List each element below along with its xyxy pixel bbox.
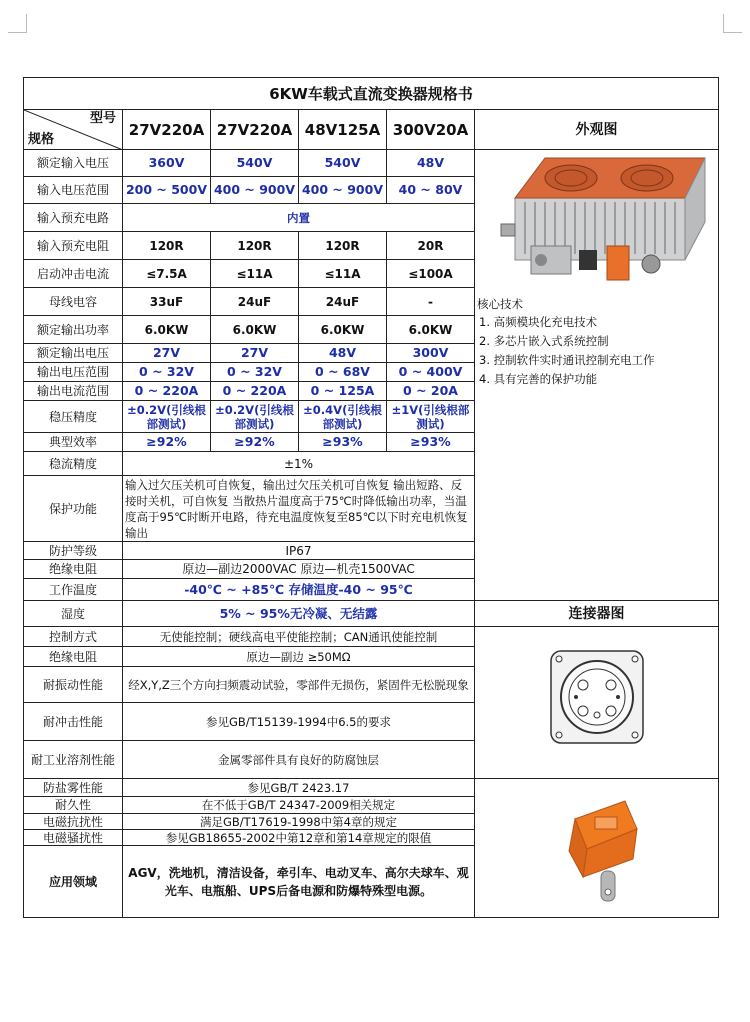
cell-value: 24uF	[299, 288, 387, 316]
cell-value: 0 ~ 220A	[211, 382, 299, 401]
cell-value: 40 ~ 80V	[387, 177, 475, 204]
appearance-title: 外观图	[475, 110, 719, 150]
cell-value: ≤11A	[299, 260, 387, 288]
cell-value: 540V	[299, 150, 387, 177]
cell-value: ±0.2V(引线根部测试)	[123, 401, 211, 433]
row-label: 电磁骚扰性	[24, 830, 123, 846]
appearance-panel	[475, 150, 719, 601]
cell-value-merged: 内置	[123, 204, 475, 232]
cell-value: ≤100A	[387, 260, 475, 288]
cell-value: 400 ~ 900V	[211, 177, 299, 204]
cell-value: 360V	[123, 150, 211, 177]
connector-drawing	[475, 631, 719, 771]
row-label: 启动冲击电流	[24, 260, 123, 288]
cell-value-merged: 满足GB/T17619-1998中第4章的规定	[123, 814, 475, 830]
cell-value: ±1V(引线根部测试)	[387, 401, 475, 433]
row-label: 耐工业溶剂性能	[24, 741, 123, 779]
cell-value: 6.0KW	[211, 316, 299, 344]
cell-value-merged: IP67	[123, 542, 475, 560]
row-label: 额定输入电压	[24, 150, 123, 177]
row-label: 额定输出电压	[24, 344, 123, 363]
core-tech-item: 4. 具有完善的保护功能	[479, 372, 598, 386]
core-tech-title: 核心技术	[477, 297, 523, 311]
cell-value-merged: 金属零部件具有良好的防腐蚀层	[123, 741, 475, 779]
cell-value-merged: 参见GB18655-2002中第12章和第14章规定的限值	[123, 830, 475, 846]
cell-value: ≥93%	[299, 433, 387, 452]
product-photo	[475, 150, 719, 290]
core-tech-item: 3. 控制软件实时通讯控制充电工作	[479, 353, 655, 367]
row-label: 防盐雾性能	[24, 779, 123, 797]
row-label: 典型效率	[24, 433, 123, 452]
row-label: 绝缘电阻	[24, 560, 123, 579]
cell-value: 6.0KW	[299, 316, 387, 344]
cell-value: 6.0KW	[387, 316, 475, 344]
spec-label: 规格	[28, 132, 55, 147]
cell-value: 0 ~ 20A	[387, 382, 475, 401]
cell-value: ≥93%	[387, 433, 475, 452]
row-label: 稳压精度	[24, 401, 123, 433]
cell-value: 27V	[211, 344, 299, 363]
cell-value: ≥92%	[123, 433, 211, 452]
cell-value: ±0.4V(引线根部测试)	[299, 401, 387, 433]
model-header: 300V20A	[387, 110, 475, 150]
crop-mark-left	[8, 14, 27, 33]
spec-table	[23, 77, 719, 918]
row-label: 控制方式	[24, 627, 123, 647]
row-label: 耐冲击性能	[24, 703, 123, 741]
cell-value: 120R	[123, 232, 211, 260]
row-label: 工作温度	[24, 579, 123, 601]
cell-value: ≤7.5A	[123, 260, 211, 288]
core-tech-item: 1. 高频模块化充电技术	[479, 315, 598, 329]
row-label: 耐久性	[24, 797, 123, 814]
model-label: 型号	[89, 111, 116, 126]
core-tech-item: 2. 多芯片嵌入式系统控制	[479, 334, 609, 348]
model-header: 27V220A	[123, 110, 211, 150]
cell-value: 0 ~ 32V	[211, 363, 299, 382]
row-label: 湿度	[24, 601, 123, 627]
cell-value: 0 ~ 32V	[123, 363, 211, 382]
cell-value-merged: 输入过欠压关机可自恢复，输出过欠压关机可自恢复 输出短路、反接时关机，可自恢复 当散热片温度高于75℃时降低输出功率，当温度高于95℃时断开电路，待充电温度恢复至85℃以下时充电机恢复输出	[123, 476, 475, 542]
header-diagonal-cell	[24, 110, 123, 150]
document-title: 6KW车载式直流变换器规格书	[24, 78, 719, 110]
cell-value: 540V	[211, 150, 299, 177]
cell-value-merged: 参见GB/T 2423.17	[123, 779, 475, 797]
cell-value: 24uF	[211, 288, 299, 316]
cell-value: -	[387, 288, 475, 316]
cell-value: ±0.2V(引线根部测试)	[211, 401, 299, 433]
cell-value-merged: 在不低于GB/T 24347-2009相关规定	[123, 797, 475, 814]
row-label: 输入预充电路	[24, 204, 123, 232]
plug-photo	[475, 779, 719, 914]
connector-panel	[475, 627, 719, 779]
connector-title: 连接器图	[475, 601, 719, 627]
cell-value-merged: 无使能控制；硬线高电平使能控制；CAN通讯使能控制	[123, 627, 475, 647]
cell-value: 0 ~ 68V	[299, 363, 387, 382]
cell-value: 48V	[299, 344, 387, 363]
cell-value-merged: ±1%	[123, 452, 475, 476]
row-label: 输入预充电阻	[24, 232, 123, 260]
cell-value: 48V	[387, 150, 475, 177]
cell-value: 20R	[387, 232, 475, 260]
row-label: 稳流精度	[24, 452, 123, 476]
cell-value-merged: 经X,Y,Z三个方向扫频震动试验，零部件无损伤，紧固件无松脱现象	[123, 667, 475, 703]
row-label: 母线电容	[24, 288, 123, 316]
model-header: 27V220A	[211, 110, 299, 150]
row-label: 输出电压范围	[24, 363, 123, 382]
row-label: 电磁抗扰性	[24, 814, 123, 830]
cell-value: ≥92%	[211, 433, 299, 452]
row-label: 应用领域	[24, 846, 123, 918]
cell-value: 6.0KW	[123, 316, 211, 344]
cell-value: 200 ~ 500V	[123, 177, 211, 204]
cell-value: 400 ~ 900V	[299, 177, 387, 204]
row-label: 防护等级	[24, 542, 123, 560]
cell-value-merged: -40℃ ~ +85℃ 存储温度-40 ~ 95℃	[123, 579, 475, 601]
cell-value-merged: 原边—副边2000VAC 原边—机壳1500VAC	[123, 560, 475, 579]
crop-mark-right	[723, 14, 742, 33]
cell-value-merged: 5% ~ 95%无冷凝、无结露	[123, 601, 475, 627]
row-label: 耐振动性能	[24, 667, 123, 703]
cell-value-merged: 参见GB/T15139-1994中6.5的要求	[123, 703, 475, 741]
row-label: 输入电压范围	[24, 177, 123, 204]
cell-value: 0 ~ 220A	[123, 382, 211, 401]
cell-value: 0 ~ 125A	[299, 382, 387, 401]
row-label: 保护功能	[24, 476, 123, 542]
cell-value: 0 ~ 400V	[387, 363, 475, 382]
row-label: 输出电流范围	[24, 382, 123, 401]
cell-value: 33uF	[123, 288, 211, 316]
cell-value: 120R	[299, 232, 387, 260]
row-label: 绝缘电阻	[24, 647, 123, 667]
cell-value: 300V	[387, 344, 475, 363]
model-header: 48V125A	[299, 110, 387, 150]
cell-value: ≤11A	[211, 260, 299, 288]
cell-value: 120R	[211, 232, 299, 260]
cell-value-merged: AGV，洗地机，清洁设备，牵引车、电动叉车、高尔夫球车、观光车、电瓶船、UPS后备电源和防爆特殊型电源。	[123, 846, 475, 918]
row-label: 额定输出功率	[24, 316, 123, 344]
cell-value: 27V	[123, 344, 211, 363]
cell-value-merged: 原边—副边 ≥50MΩ	[123, 647, 475, 667]
plug-panel	[475, 779, 719, 918]
